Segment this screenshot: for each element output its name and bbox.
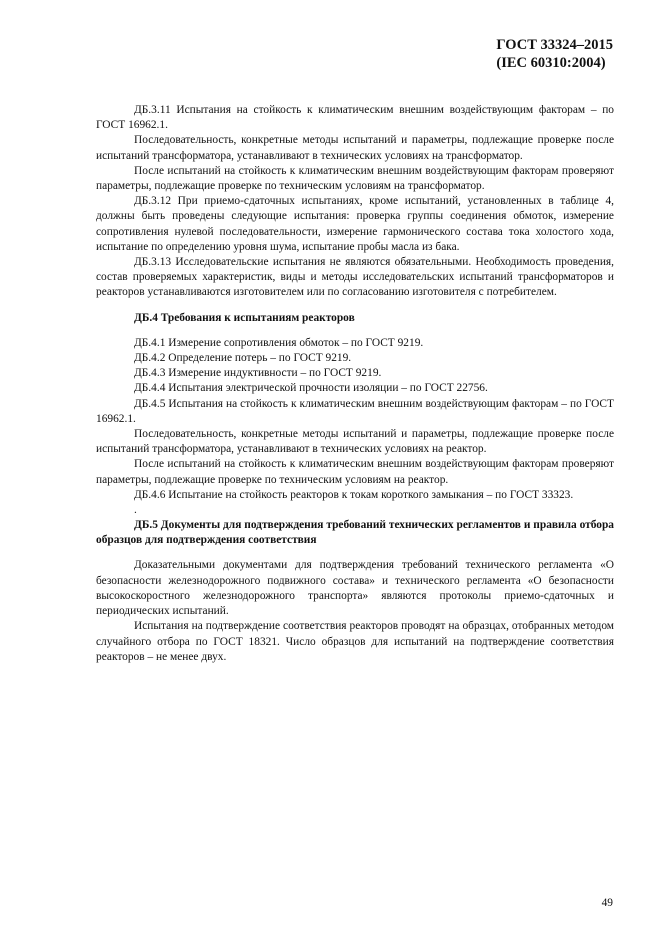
paragraph: Последовательность, конкретные методы испытаний и параметры, подлежащие проверке после испытаний трансформатора, устанавливают в технических условиях на реактор. — [96, 428, 614, 456]
document-body — [96, 103, 614, 665]
paragraph-db-4-5: ДБ.4.5 Испытания на стойкость к климатическим внешним воздействующим факторам – по ГОСТ 16962.1. — [96, 397, 614, 425]
stray-dot: . — [134, 504, 137, 517]
spacer — [96, 548, 614, 558]
page-number: 49 — [601, 897, 613, 909]
standard-equivalent: (IEC 60310:2004) — [496, 55, 606, 71]
spacer — [96, 326, 614, 336]
paragraph: Испытания на подтверждение соответствия реакторов проводят на образцах, отобранных методом случайного отбора по ГОСТ 18321. Число образцов для испытаний на подтверждение соответствия реакторов – не менее двух. — [96, 620, 614, 663]
paragraph-db-3-11: ДБ.3.11 Испытания на стойкость к климатическим внешним воздействующим факторам – по ГОСТ 16962.1. — [96, 104, 614, 132]
paragraph: Последовательность, конкретные методы испытаний и параметры, подлежащие проверке после испытаний трансформатора, устанавливают в технических условиях на трансформатор. — [96, 134, 614, 162]
paragraph-db-4-2: ДБ.4.2 Определение потерь – по ГОСТ 9219. — [134, 352, 352, 365]
spacer — [96, 301, 614, 311]
paragraph-db-3-12: ДБ.3.12 При приемо-сдаточных испытаниях, кроме испытаний, установленных в таблице 4, должны быть проведены следующие испытания: проверка группы соединения обмоток, измерение сопротивления нулевой последовательности, измерение гармонического состава тока холостого хода, испытание по определению уровня шума, испытание пробы масла из бака. — [96, 195, 614, 253]
section-heading-db-4: ДБ.4 Требования к испытаниям реакторов — [134, 311, 355, 324]
paragraph-db-4-4: ДБ.4.4 Испытания электрической прочности изоляции – по ГОСТ 22756. — [134, 382, 488, 395]
section-heading-db-5: ДБ.5 Документы для подтверждения требований технических регламентов и правила отбора образцов для подтверждения соответствия — [96, 519, 614, 547]
paragraph-db-4-1: ДБ.4.1 Измерение сопротивления обмоток – по ГОСТ 9219. — [134, 336, 424, 349]
paragraph-db-4-3: ДБ.4.3 Измерение индуктивности – по ГОСТ 9219. — [134, 367, 382, 380]
paragraph-db-3-13: ДБ.3.13 Исследовательские испытания не являются обязательными. Необходимость проведения, состав проверяемых характеристик, виды и методы исследовательских испытаний трансформаторов и реакторов устанавливаются изготовителем или по согласованию изготовителя с потребителем. — [96, 256, 614, 299]
paragraph: После испытаний на стойкость к климатическим внешним воздействующим факторам проверяют параметры, подлежащие проверке по техническим условиям на трансформатор. — [96, 164, 614, 193]
standard-number: ГОСТ 33324–2015 — [496, 37, 613, 53]
paragraph-db-4-6: ДБ.4.6 Испытание на стойкость реакторов к токам короткого замыкания – по ГОСТ 33323. — [134, 488, 574, 501]
document-header — [496, 36, 613, 72]
paragraph: Доказательными документами для подтверждения требований технического регламента «О безопасности железнодорожного подвижного состава» и технического регламента «О безопасности высокоскоростного железнодорожного транспорта» являются протоколы приемо-сдаточных и периодических испытаний. — [96, 559, 614, 618]
paragraph: После испытаний на стойкость к климатическим внешним воздействующим факторам проверяют параметры, подлежащие проверке по техническим условиям на реактор. — [96, 458, 614, 486]
